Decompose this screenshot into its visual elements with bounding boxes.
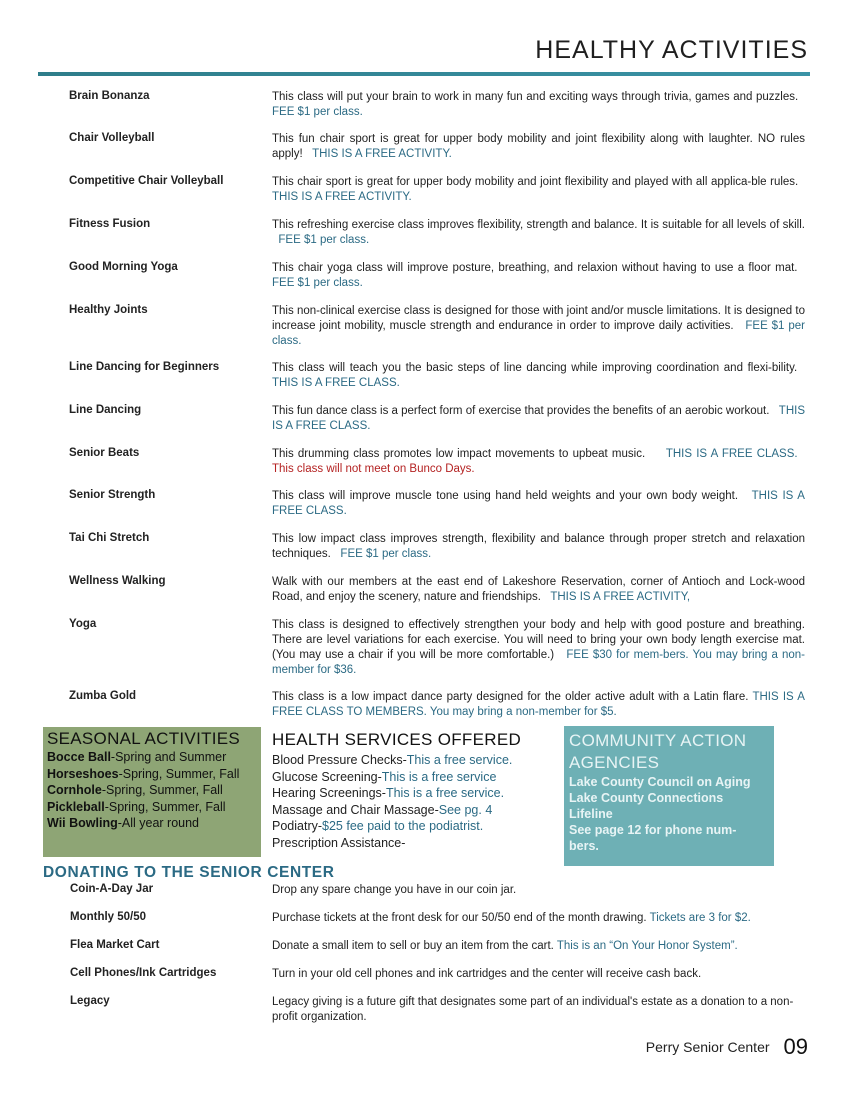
page-footer <box>646 1034 808 1060</box>
donation-desc-text: Turn in your old cell phones and ink cartridges and the center will receive cash back. <box>272 968 702 980</box>
seasonal-item-name: Pickleball <box>47 799 105 814</box>
activity-warning: This class will not meet on Bunco Days. <box>272 463 475 475</box>
footer-center-name: Perry Senior Center <box>645 1039 770 1055</box>
activity-name: Healthy Joints <box>69 304 148 316</box>
seasonal-item-name: Wii Bowling <box>47 816 118 830</box>
health-item-label: Hearing Screenings- <box>272 786 386 800</box>
page-title: HEALTHY ACTIVITIES <box>535 36 808 64</box>
activity-fee: THIS IS A FREE ACTIVITY. <box>272 191 412 203</box>
activity-desc <box>272 618 805 678</box>
health-item <box>272 752 562 769</box>
activity-desc <box>272 404 805 434</box>
activity-fee: FEE $30 for mem-bers. You may bring a non-member for $36. <box>272 649 805 676</box>
health-title: HEALTH SERVICES OFFERED <box>272 730 522 749</box>
seasonal-item-name: Cornhole <box>47 783 102 797</box>
activity-name: Tai Chi Stretch <box>69 532 150 544</box>
activity-desc-text: This low impact class improves strength, flexibility and balance through proper stretch and relaxation techniques. <box>272 533 805 560</box>
activity-name: Fitness Fusion <box>69 218 151 230</box>
activity-name: Brain Bonanza <box>69 90 150 102</box>
activity-fee: FEE $1 per class. <box>278 234 370 246</box>
activity-fee: FEE $1 per class. <box>272 277 363 289</box>
community-item: bers. <box>569 839 599 853</box>
activity-fee: THIS IS A FREE ACTIVITY. <box>312 148 452 160</box>
donation-name: Flea Market Cart <box>70 939 160 951</box>
donation-desc-text: Purchase tickets at the front desk for our 50/50 end of the month drawing. <box>272 912 647 924</box>
donation-note: This is an “On Your Honor System”. <box>556 940 738 952</box>
seasonal-item <box>47 815 261 832</box>
seasonal-item-name: Bocce Ball <box>47 750 111 764</box>
activity-name: Zumba Gold <box>69 690 137 702</box>
donation-desc <box>272 939 812 954</box>
health-item-note: This is a free service <box>381 769 497 784</box>
activity-name: Chair Volleyball <box>69 132 155 144</box>
activity-desc-text: This drumming class promotes low impact movements to upbeat music. <box>272 448 646 460</box>
donation-name: Cell Phones/Ink Cartridges <box>70 967 217 979</box>
community-title <box>569 730 774 774</box>
activity-desc-text: This refreshing exercise class improves flexibility, strength and balance. It is suitable for all levels of skill. <box>272 219 805 231</box>
activity-fee: THIS IS A FREE CLASS. <box>272 490 805 517</box>
activity-fee: FEE $1 per class. <box>340 548 432 560</box>
activity-desc-text: This class is designed to effectively strengthen your body and help with good posture and breathing. There are level variations for each exercise. You will need to bring your own body length exercise mat. (You may use a chair if you will be more comfortable.) <box>272 619 805 661</box>
donation-desc <box>272 883 812 898</box>
title-rule <box>38 72 810 76</box>
community-item: See page 12 for phone num- <box>569 823 737 837</box>
health-item-label: Podiatry- <box>272 819 323 833</box>
seasonal-title: SEASONAL ACTIVITIES <box>47 729 241 748</box>
donation-desc <box>272 911 812 926</box>
activity-desc-text: This chair yoga class will improve posture, breathing, and relaxion without having to use a floor mat. <box>272 262 798 274</box>
health-item-note: See pg. 4 <box>438 802 493 817</box>
activity-desc-text: This class will put your brain to work in many fun and exciting ways through trivia, games and puzzles. <box>272 91 799 103</box>
donation-note: Tickets are 3 for $2. <box>649 912 751 924</box>
health-item <box>272 769 562 786</box>
activity-fee: THIS IS A FREE ACTIVITY, <box>550 591 691 603</box>
activity-desc-text: This fun chair sport is great for upper body mobility and joint flexibility along with laughter. NO rules apply! <box>272 133 805 160</box>
activity-fee: FEE $1 per class. <box>272 320 805 347</box>
activity-desc <box>272 304 805 349</box>
seasonal-item-seasons: -Spring, Summer, Fall <box>101 783 223 797</box>
seasonal-item-seasons: -Spring, Summer, Fall <box>118 766 240 781</box>
activity-name: Competitive Chair Volleyball <box>69 175 224 187</box>
seasonal-activities-box <box>43 727 261 857</box>
activity-desc <box>272 90 805 120</box>
health-item-label: Massage and Chair Massage- <box>272 802 439 817</box>
activity-desc-text: This fun dance class is a perfect form of exercise that provides the benefits of an aerobic workout. <box>272 405 770 417</box>
donation-desc <box>272 995 812 1025</box>
health-item-label: Glucose Screening- <box>272 769 382 784</box>
activity-desc <box>272 489 805 519</box>
activity-name: Wellness Walking <box>69 575 166 587</box>
seasonal-item-seasons: -All year round <box>117 816 200 830</box>
health-item <box>272 835 562 852</box>
health-item <box>272 802 562 819</box>
activity-desc-text: Walk with our members at the east end of Lakeshore Reservation, corner of Antioch and Lock-wood Road, and enjoy the scenery, nature and friendships. <box>272 576 805 603</box>
seasonal-item-seasons: -Spring and Summer <box>110 750 227 764</box>
activity-desc-text: This class will improve muscle tone using hand held weights and your own body weight. <box>272 490 739 502</box>
seasonal-item-seasons: -Spring, Summer, Fall <box>104 799 226 814</box>
health-services-section <box>272 730 562 851</box>
seasonal-item <box>47 766 261 783</box>
activity-desc <box>272 690 805 720</box>
health-item-label: Prescription Assistance- <box>272 835 406 850</box>
donating-title: DONATING TO THE SENIOR CENTER <box>43 864 335 881</box>
activity-desc <box>272 361 805 391</box>
health-item-label: Blood Pressure Checks- <box>272 753 407 767</box>
seasonal-item <box>47 782 261 799</box>
health-item <box>272 785 562 802</box>
activity-name: Line Dancing for Beginners <box>69 361 220 373</box>
community-item: Lake County Connections <box>569 791 724 805</box>
community-agencies-box <box>564 726 774 866</box>
donation-name: Coin-A-Day Jar <box>70 883 154 895</box>
activity-desc <box>272 447 805 477</box>
seasonal-item-name: Horseshoes <box>47 766 119 781</box>
donation-desc-text: Legacy giving is a future gift that designates some part of an individual's estate as a donation to a non-profit organization. <box>272 996 794 1023</box>
activity-desc-text: This class will teach you the basic steps of line dancing while improving coordination and flexi-bility. <box>272 362 798 374</box>
activity-fee: THIS IS A FREE CLASS. <box>272 405 805 432</box>
activity-desc <box>272 175 805 205</box>
activity-fee: THIS IS A FREE CLASS. <box>272 377 400 389</box>
activity-name: Line Dancing <box>69 404 142 416</box>
health-item-note: $25 fee paid to the podiatrist. <box>322 819 484 833</box>
donation-desc-text: Drop any spare change you have in our coin jar. <box>272 884 517 896</box>
activity-name: Yoga <box>69 618 97 630</box>
donation-desc <box>272 967 812 982</box>
community-item: Lake County Council on Aging <box>569 775 751 789</box>
community-title-line: COMMUNITY ACTION <box>569 731 747 750</box>
health-item-note: This a free service. <box>406 753 513 767</box>
activity-fee: THIS IS A FREE CLASS TO MEMBERS. You may bring a non-member for $5. <box>272 691 805 718</box>
activity-desc <box>272 532 805 562</box>
activity-fee: FEE $1 per class. <box>272 106 363 118</box>
donation-desc-text: Donate a small item to sell or buy an item from the cart. <box>272 940 554 952</box>
community-title-line: AGENCIES <box>569 753 660 772</box>
activity-desc <box>272 575 805 605</box>
activity-desc <box>272 261 805 291</box>
activity-desc-text: This class is a low impact dance party designed for the older active adult with a Latin flare. <box>272 691 749 703</box>
activity-fee: THIS IS A FREE CLASS. <box>665 448 798 460</box>
activity-desc <box>272 132 805 162</box>
seasonal-item <box>47 799 261 816</box>
health-item-note: This is a free service. <box>385 786 505 800</box>
page-number: 09 <box>783 1034 808 1059</box>
activity-desc-text: This non-clinical exercise class is designed for those with joint and/or muscle limitations. It is designed to increase joint mobility, muscle strength and endurance in order to improve daily activities. <box>272 305 805 332</box>
community-item: Lifeline <box>569 807 613 821</box>
activity-name: Senior Beats <box>69 447 140 459</box>
donation-name: Monthly 50/50 <box>70 911 147 923</box>
donation-name: Legacy <box>70 995 110 1007</box>
activity-desc-text: This chair sport is great for upper body mobility and joint flexibility and played with all applica-ble rules. <box>272 176 799 188</box>
health-item <box>272 818 562 835</box>
activity-name: Senior Strength <box>69 489 156 501</box>
activity-name: Good Morning Yoga <box>69 261 178 273</box>
seasonal-item <box>47 749 261 766</box>
activity-desc <box>272 218 805 248</box>
